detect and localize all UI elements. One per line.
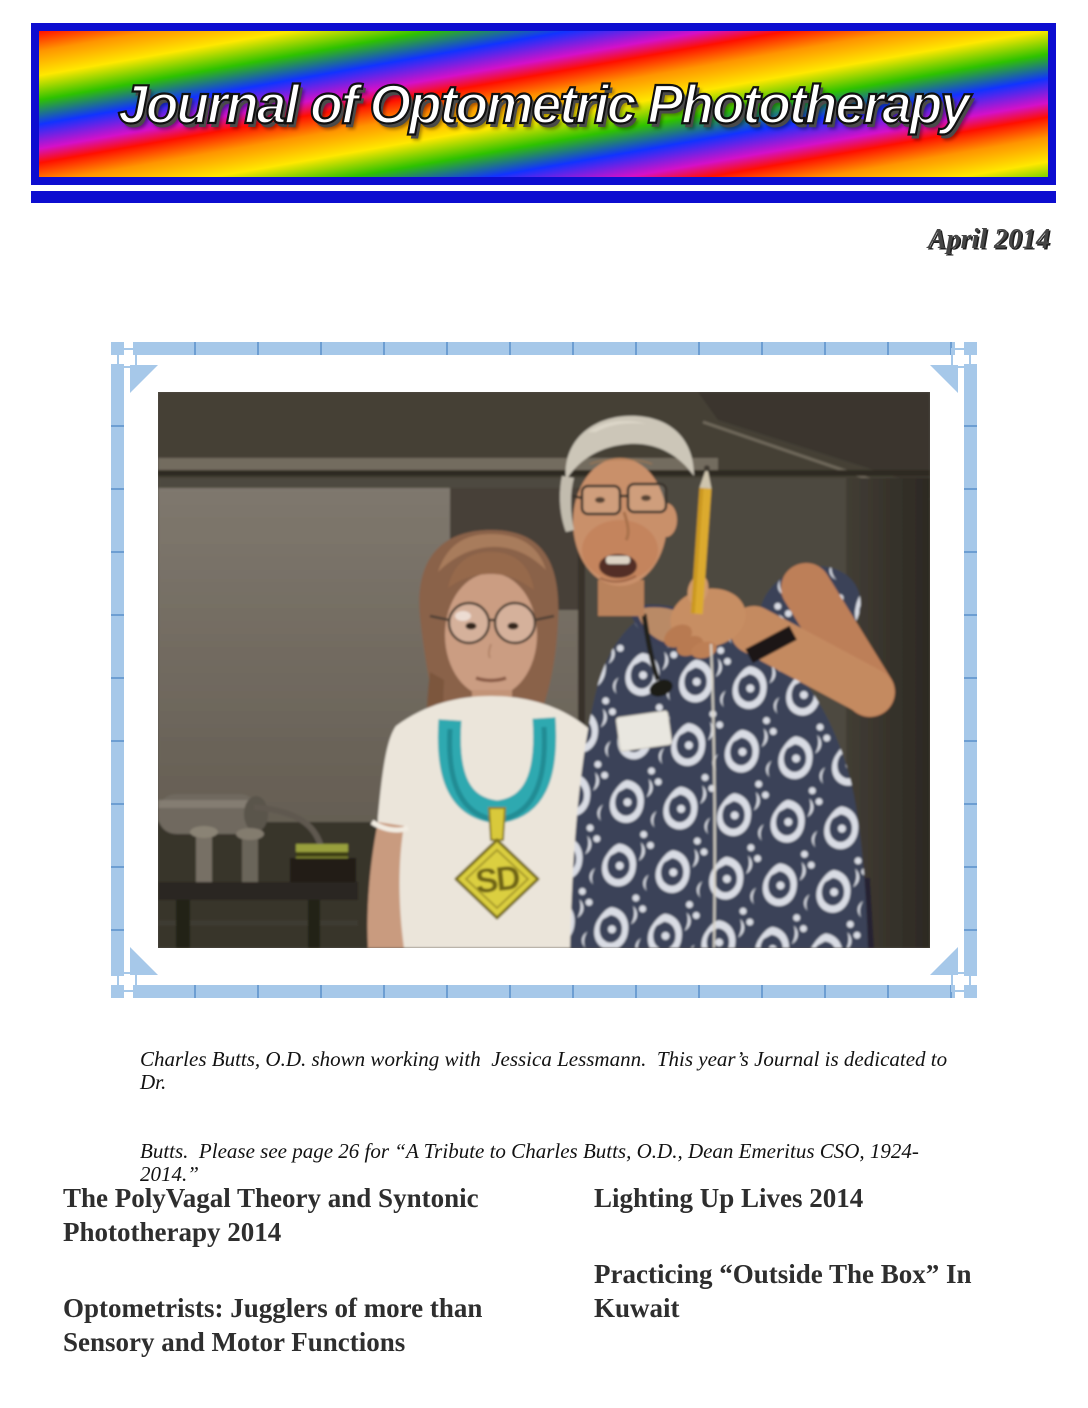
caption-line-2: Butts. Please see page 26 for “A Tribute to Charles Butts, O.D., Dean Emeritus CSO, 1924-2014.” bbox=[140, 1139, 919, 1186]
frame-corner-outline bbox=[951, 972, 971, 992]
horizontal-rule bbox=[31, 191, 1056, 203]
name-tag bbox=[616, 711, 672, 752]
article-list-right bbox=[594, 1181, 1024, 1367]
article-title-jugglers: Optometrists: Jugglers of more than Sensory and Motor Functions bbox=[63, 1293, 483, 1357]
frame-corner-triangle bbox=[130, 365, 158, 393]
frame-strip-bottom bbox=[133, 985, 955, 998]
frame-corner-outline bbox=[117, 972, 137, 992]
issue-date: April 2014 bbox=[927, 224, 1050, 255]
masthead-banner bbox=[31, 23, 1056, 185]
man-glasses bbox=[572, 484, 666, 514]
article-title-polyvagal: The PolyVagal Theory and Syntonic Phototherapy 2014 bbox=[63, 1183, 479, 1247]
article-list-left bbox=[63, 1181, 523, 1401]
frame-corner-triangle bbox=[930, 365, 958, 393]
frame-strip-left bbox=[111, 364, 124, 976]
photo-illustration bbox=[158, 392, 930, 948]
journal-title: Journal of Optometric Phototherapy bbox=[118, 73, 969, 135]
article-title-kuwait: Practicing “Outside The Box” In Kuwait bbox=[594, 1259, 972, 1323]
cover-photograph bbox=[158, 392, 930, 948]
medallion-letters: SD bbox=[473, 858, 521, 902]
photo-frame bbox=[111, 342, 977, 998]
frame-corner-triangle bbox=[930, 947, 958, 975]
article-title-lighting: Lighting Up Lives 2014 bbox=[594, 1183, 864, 1213]
caption-line-1: Charles Butts, O.D. shown working with Jessica Lessmann. This year’s Journal is dedicated to Dr. bbox=[140, 1047, 953, 1094]
frame-corner-triangle bbox=[130, 947, 158, 975]
frame-strip-top bbox=[133, 342, 955, 355]
frame-strip-right bbox=[964, 364, 977, 976]
